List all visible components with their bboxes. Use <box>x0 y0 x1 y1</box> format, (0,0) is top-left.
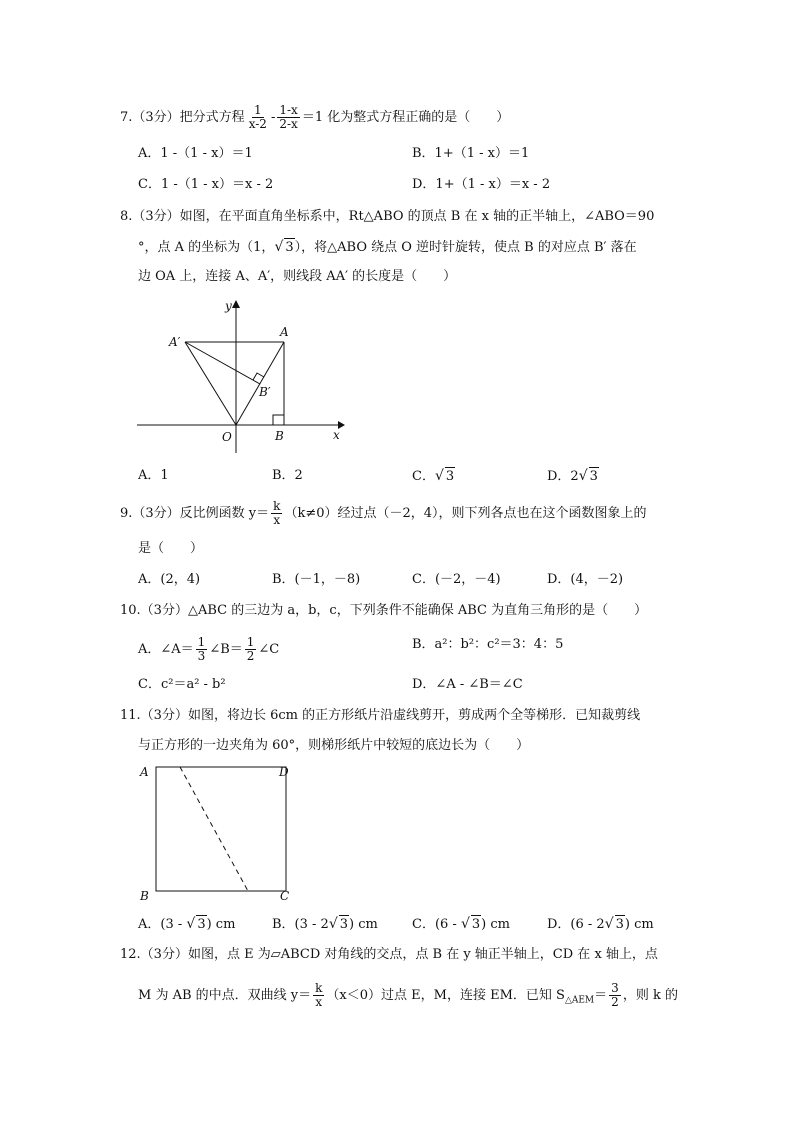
q7-option-c: C．1 -（1 - x）＝x - 2 <box>138 177 274 192</box>
q7-fraction-1: $\frac{1}{x-2}$ <box>248 103 267 131</box>
q11-option-a: A．(3 - √ 3) cm <box>138 916 236 932</box>
q11-stem-line2: 与正方形的一边夹角为 60°，则梯形纸片中较短的底边长为（ ） <box>138 738 530 753</box>
q10-option-a: A．∠A＝ $\frac{1}{3}$ ∠B＝ $\frac{1}{2}$ ∠C <box>138 635 280 663</box>
q7-option-b: B．1+（1 - x）＝1 <box>412 146 530 161</box>
q8-label-y: y <box>225 299 232 313</box>
q11-square-figure <box>135 762 305 902</box>
q8-label-o: O <box>222 430 232 444</box>
q11-label-d: D <box>279 765 289 779</box>
q9-stem: 9.（3分）反比例函数 y＝ $\frac{k}{x}$ （k≠0）经过点（－2，4），则下列各点也在这个函数图象上的 <box>120 499 647 527</box>
q8-stem-line1: 8.（3分）如图，在平面直角坐标系中，Rt△ABO 的顶点 B 在 x 轴的正半轴上，∠ABO＝90 <box>120 209 655 224</box>
q10-stem: 10.（3分）△ABC 的三边为 a，b，c，下列条件不能确保 ABC 为直角三角形的是（ ） <box>120 603 648 618</box>
q8-right-angle-b <box>273 415 284 425</box>
q11-cut-line <box>180 767 248 891</box>
q11-label-a: A <box>140 765 149 779</box>
q8-segment-o-a-prime <box>185 342 236 425</box>
q9-fraction: $\frac{k}{x}$ <box>273 499 281 527</box>
q9-option-c: C．(－2，－4) <box>412 572 501 587</box>
q10-option-b: B．a²：b²：c²＝3：4：5 <box>412 637 564 652</box>
q11-label-c: C <box>280 889 290 902</box>
q7-option-a: A．1 -（1 - x）＝1 <box>138 146 253 161</box>
q10-option-d: D．∠A - ∠B＝∠C <box>412 677 523 692</box>
q11-option-d: D．(6 - 2√ 3) cm <box>547 916 654 932</box>
q10-option-c: C．c²＝a² - b² <box>138 677 226 692</box>
q8-label-b: B <box>275 429 284 443</box>
q12-stem-line2: M 为 AB 的中点．双曲线 y＝ $\frac{k}{x}$ （x＜0）过点 E，M，连接 EM．已知 $S_{\triangle AEM}=$ $\frac{3}{2}$ ，则 k 的 <box>138 981 678 1009</box>
q11-option-b: B．(3 - 2√ 3) cm <box>272 916 378 932</box>
q7-stem: 7.（3分）把分式方程 $\frac{1}{x-2}$ - $\frac{1-x}{2-x}$ ＝1 化为整式方程正确的是（ ） <box>120 103 510 131</box>
q8-stem-line3: 边 OA 上，连接 A、A′，则线段 AA′ 的长度是（ ） <box>138 269 457 284</box>
q8-segment-a-prime-b-prime <box>185 342 260 384</box>
q11-option-c: C．(6 - √ 3) cm <box>412 916 510 932</box>
q8-label-a: A <box>280 325 289 339</box>
q9-option-a: A．(2，4) <box>138 572 201 587</box>
q8-stem-line2: °，点 A 的坐标为（1，√ 3），将△ABO 绕点 O 逆时针旋转，使点 B 的对应点 B′ 落在 <box>138 239 637 255</box>
q8-option-b: B．2 <box>272 468 303 483</box>
q8-option-c: C．√ 3 <box>412 468 455 484</box>
q7-fraction-2: $\frac{1-x}{2-x}$ <box>279 103 298 131</box>
q8-y-arrow <box>232 300 240 308</box>
q7-option-d: D．1+（1 - x）＝x - 2 <box>412 177 551 192</box>
q9-option-b: B．(－1，－8) <box>272 572 361 587</box>
q12-stem-line1: 12.（3分）如图，点 E 为▱ABCD 对角线的交点，点 B 在 y 轴正半轴上，CD 在 x 轴上，点 <box>120 947 658 962</box>
q11-label-b: B <box>140 889 149 902</box>
q8-option-a: A．1 <box>138 468 169 483</box>
q11-square <box>156 767 286 891</box>
q8-coordinate-figure <box>135 298 365 458</box>
q8-label-a-prime: A′ <box>169 335 181 349</box>
q9-stem-line2: 是（ ） <box>138 541 204 556</box>
q8-label-x: x <box>333 428 340 442</box>
q11-stem-line1: 11.（3分）如图，将边长 6cm 的正方形纸片沿虚线剪开，剪成两个全等梯形．已知裁剪线 <box>120 708 641 723</box>
q8-option-d: D．2√ 3 <box>547 468 598 484</box>
q8-label-b-prime: B′ <box>259 385 271 399</box>
q9-option-d: D．(4，－2) <box>547 572 624 587</box>
